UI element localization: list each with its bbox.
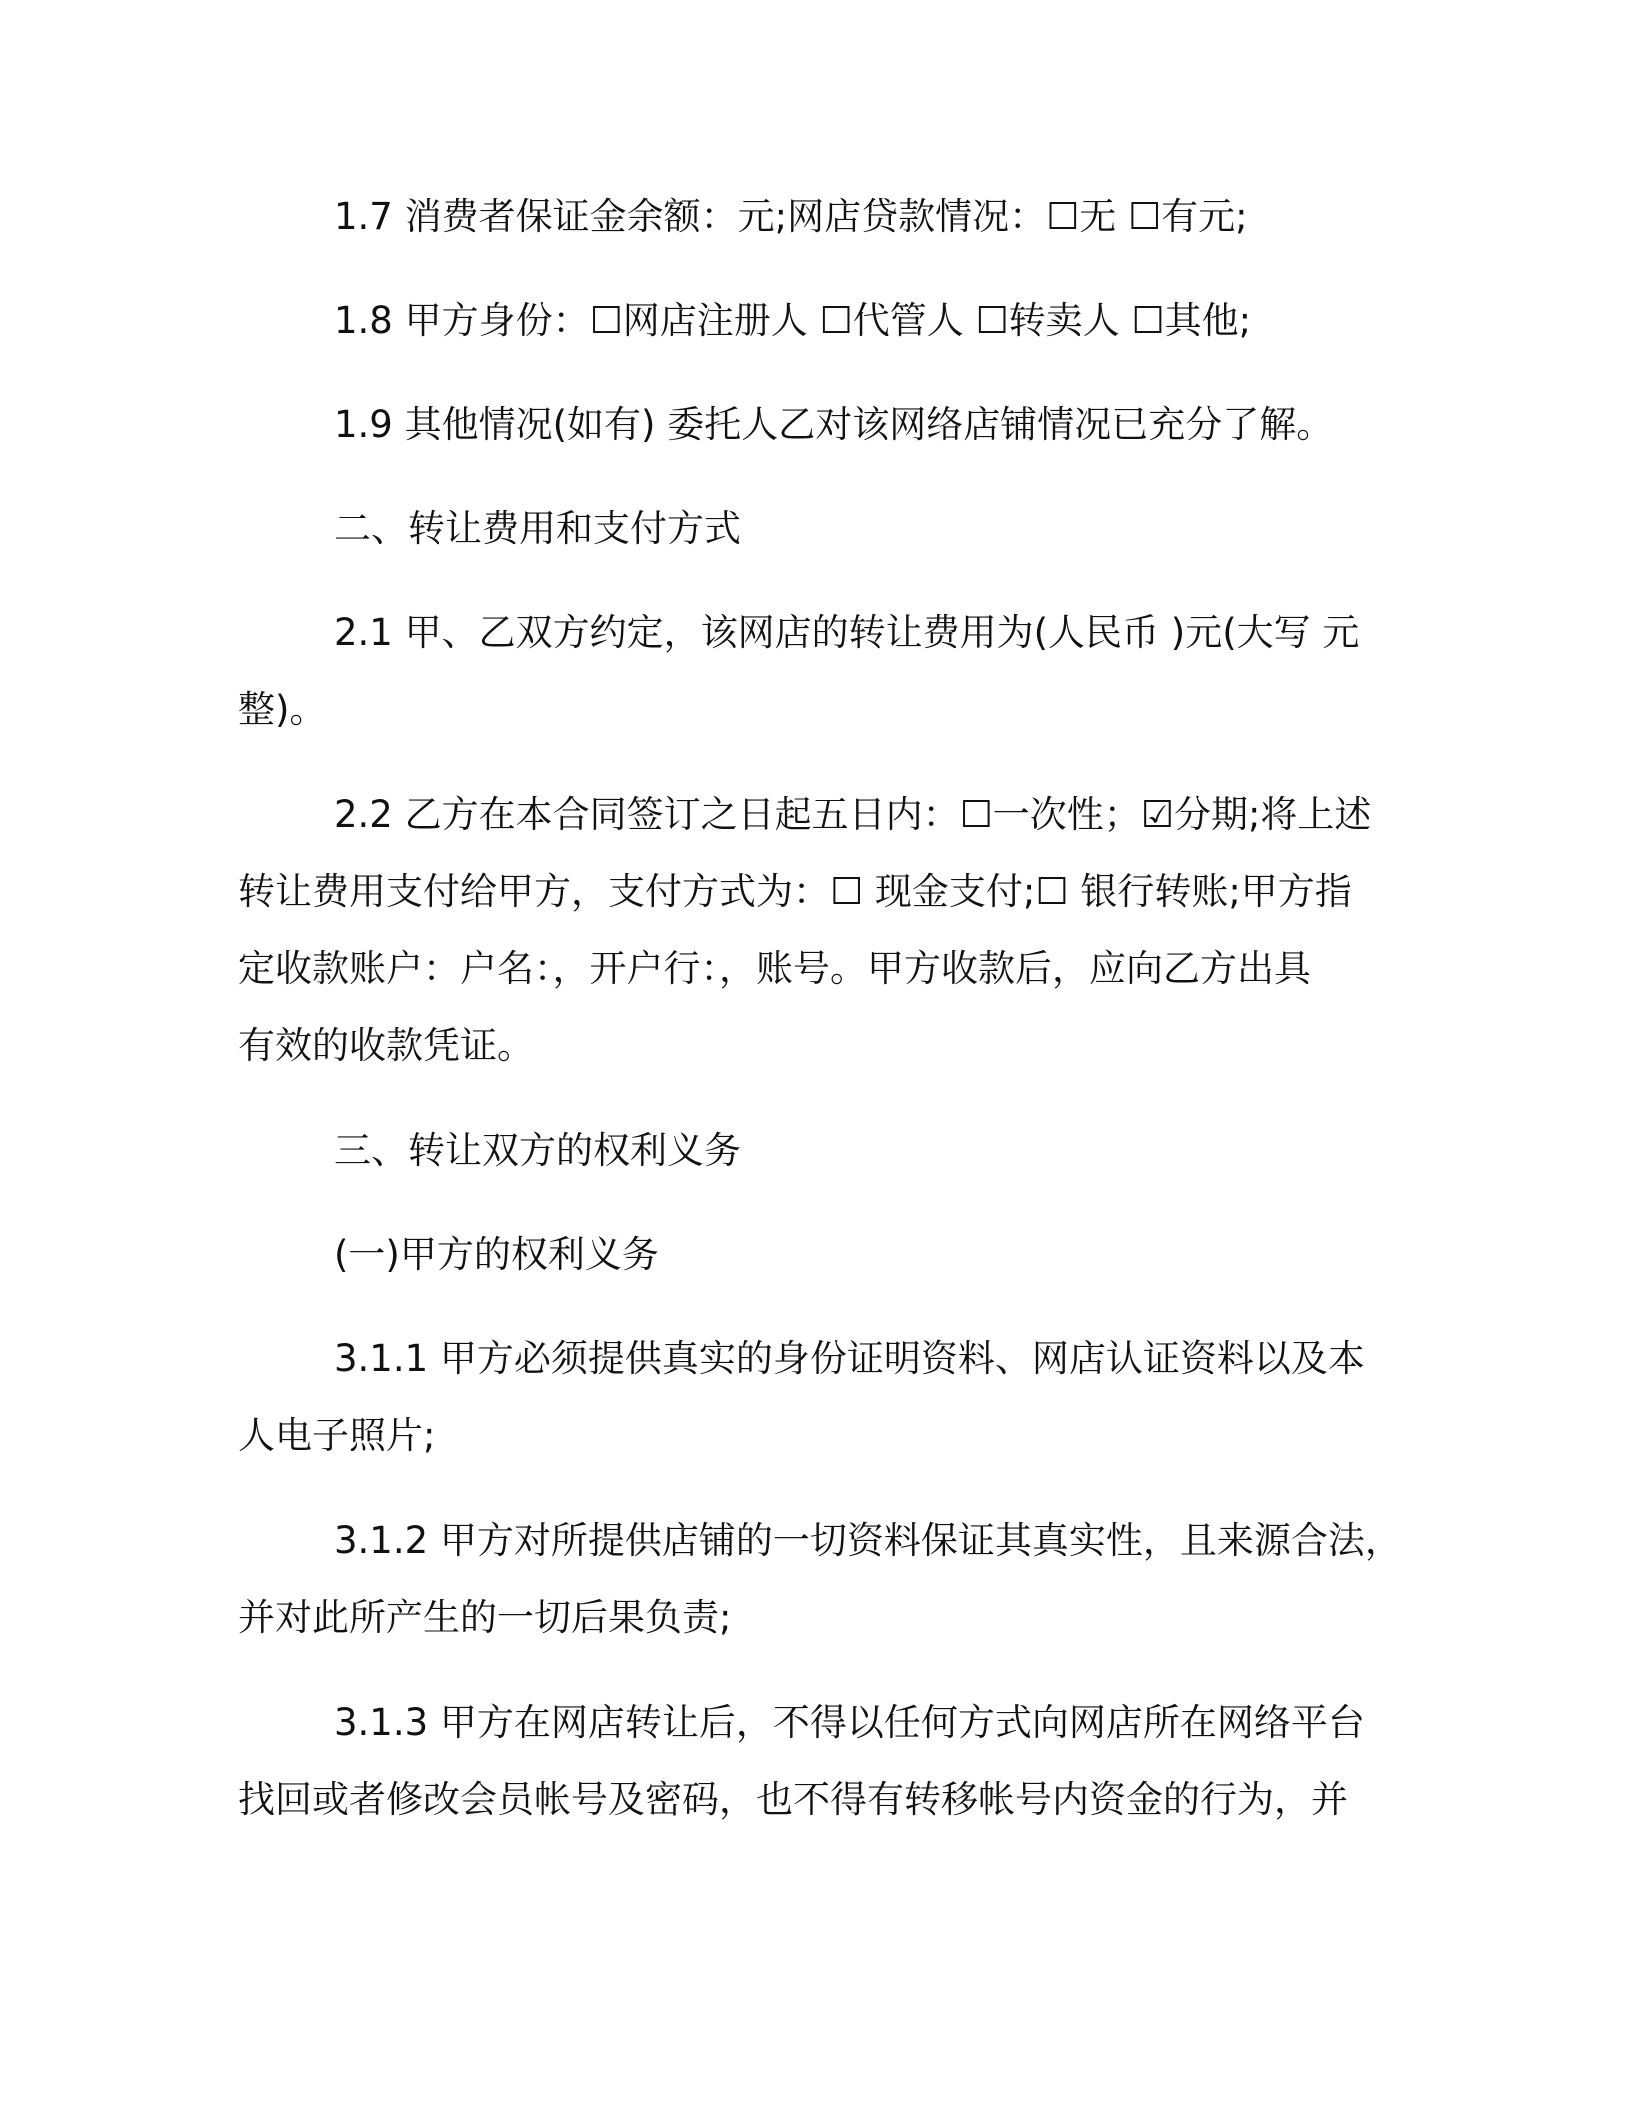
text-line: 并对此所产生的一切后果负责;: [238, 1596, 732, 1639]
paragraph-1-9: [238, 386, 1378, 463]
text-line: 转让费用支付给甲方，支付方式为：☐ 现金支付;☐ 银行转账;甲方指: [238, 870, 1352, 913]
text-line: 3.1.3 甲方在网店转让后，不得以任何方式向网店所在网络平台: [334, 1701, 1365, 1744]
text-line: 2.1 甲、乙双方约定，该网店的转让费用为(人民币 )元(大写 元: [334, 611, 1360, 654]
paragraph-2-2: [238, 776, 1378, 1084]
paragraph-3-1-3: [238, 1684, 1378, 1838]
text-line: 定收款账户：户名：，开户行：，账号。甲方收款后，应向乙方出具: [238, 947, 1311, 990]
text-line: 人电子照片;: [238, 1414, 436, 1457]
paragraph-1-7: [238, 178, 1378, 255]
heading-line: 二、转让费用和支付方式: [334, 507, 741, 550]
text-line: 整)。: [238, 688, 327, 731]
text-line: 3.1.1 甲方必须提供真实的身份证明资料、网店认证资料以及本: [334, 1337, 1365, 1380]
paragraph-2-1: [238, 594, 1378, 748]
heading-line: 三、转让双方的权利义务: [334, 1129, 741, 1172]
text-line: 1.8 甲方身份：☐网店注册人 ☐代管人 ☐转卖人 ☐其他;: [334, 299, 1252, 342]
text-line: 3.1.2 甲方对所提供店铺的一切资料保证其真实性，且来源合法，: [334, 1519, 1402, 1562]
text-line: 1.9 其他情况(如有) 委托人乙对该网络店铺情况已充分了解。: [334, 403, 1334, 446]
text-line: 2.2 乙方在本合同签订之日起五日内：☐一次性；☑分期;将上述: [334, 793, 1372, 836]
paragraph-3-1-1: [238, 1320, 1378, 1474]
section-heading-2: [238, 490, 1378, 567]
section-heading-3: [238, 1112, 1378, 1189]
heading-line: (一)甲方的权利义务: [334, 1233, 659, 1276]
paragraph-1-8: [238, 282, 1378, 359]
subsection-heading-3-1: [238, 1216, 1378, 1293]
paragraph-3-1-2: [238, 1502, 1402, 1656]
text-line: 1.7 消费者保证金余额：元;网店贷款情况：☐无 ☐有元;: [334, 195, 1248, 238]
text-line: 有效的收款凭证。: [238, 1024, 534, 1067]
text-line: 找回或者修改会员帐号及密码，也不得有转移帐号内资金的行为，并: [238, 1778, 1348, 1821]
